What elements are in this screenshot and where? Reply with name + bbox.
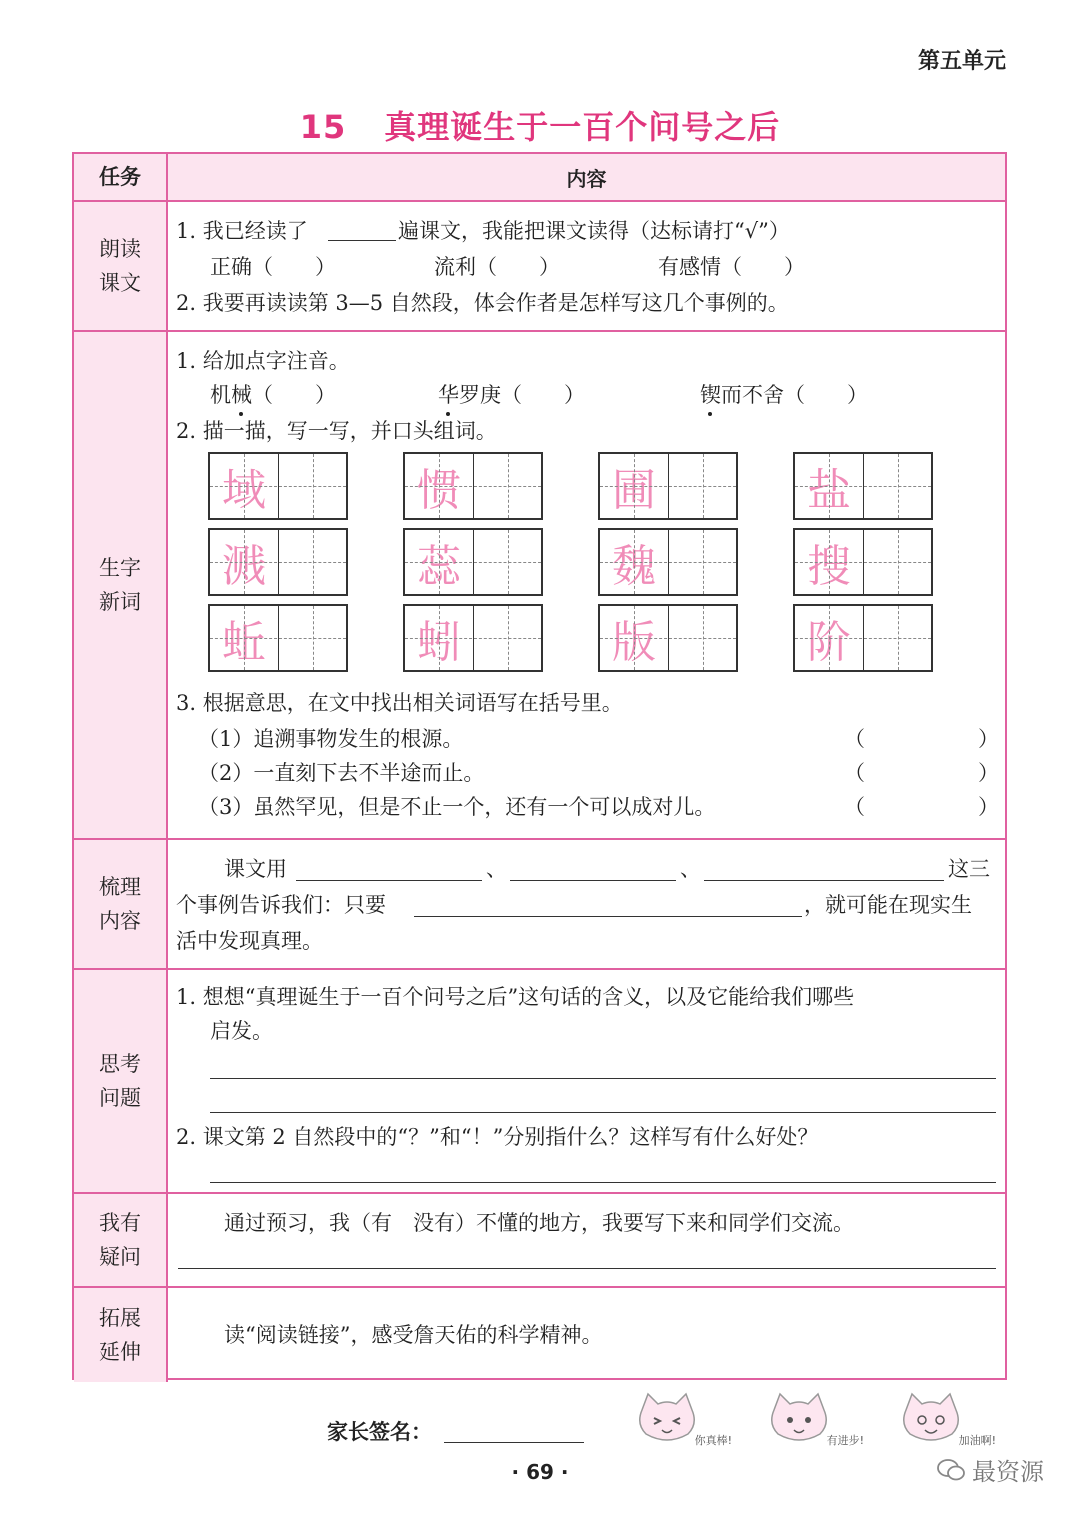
think-answer-line-3[interactable] — [210, 1182, 996, 1183]
vocab-q3: 3. 根据意思，在文中找出相关词语写在括号里。 — [176, 691, 623, 715]
question-text: 通过预习，我（有 没有）不懂的地方，我要写下来和同学们交流。 — [224, 1211, 854, 1235]
summary-l1-b: 这三 — [948, 857, 990, 881]
grid-guide — [795, 562, 931, 563]
header-content: 内容 — [168, 154, 1005, 200]
reading-q1-b: 遍课文，我能把课文读得（达标请打“√”） — [398, 219, 790, 243]
grid-guide — [405, 638, 541, 639]
summary-blank-4[interactable] — [414, 916, 802, 917]
row-vocab — [74, 332, 1005, 840]
summary-blank-2[interactable] — [510, 880, 676, 881]
row-extend — [74, 1288, 1005, 1382]
trace-character: 盐 — [807, 465, 851, 516]
content-extend — [168, 1288, 1005, 1382]
trace-character: 阶 — [807, 617, 851, 668]
label-reading: 朗读 课文 — [74, 202, 168, 330]
writing-grid[interactable] — [793, 452, 933, 520]
think-q1-a: 1. 想想“真理诞生于一百个问号之后”这句话的含义，以及它能给我们哪些 — [176, 985, 855, 1009]
summary-blank-3[interactable] — [704, 880, 944, 881]
writing-grid[interactable] — [598, 604, 738, 672]
grid-guide — [210, 562, 346, 563]
sticker-caption-3: 加油啊! — [958, 1434, 996, 1447]
content-question — [168, 1194, 1005, 1286]
trace-character: 圃 — [612, 465, 656, 516]
header-task: 任务 — [74, 154, 168, 200]
cat-face-icon — [764, 1390, 834, 1446]
label-question: 我有 疑问 — [74, 1194, 168, 1286]
cat-sticker-1 — [632, 1390, 732, 1450]
writing-grid[interactable] — [598, 452, 738, 520]
label-vocab: 生字 新词 — [74, 332, 168, 838]
sticker-caption-2: 有进步! — [826, 1434, 864, 1447]
answer-paren-3-close: ） — [978, 795, 999, 819]
parent-sign-label: 家长签名： — [327, 1420, 432, 1444]
watermark-text: 最资源 — [972, 1458, 1044, 1486]
option-emotion[interactable]: 有感情（ ） — [658, 255, 805, 279]
content-summary — [168, 840, 1005, 968]
writing-grid[interactable] — [208, 528, 348, 596]
grid-guide — [210, 486, 346, 487]
meaning-1: （1）追溯事物发生的根源。 — [198, 727, 464, 751]
trace-character: 蕊 — [417, 541, 461, 592]
content-reading — [168, 202, 1005, 330]
cat-face-icon — [896, 1390, 966, 1446]
vocab-q1: 1. 给加点字注音。 — [176, 349, 350, 373]
lesson-number: 15 — [299, 108, 347, 146]
parent-sign-line[interactable] — [444, 1442, 584, 1443]
summary-sep-1: 、 — [486, 857, 507, 881]
emphasis-dot — [708, 412, 712, 416]
trace-character: 魏 — [612, 541, 656, 592]
grid-guide — [795, 486, 931, 487]
answer-paren-1-open[interactable]: （ — [844, 727, 865, 751]
answer-paren-2-close: ） — [978, 761, 999, 785]
meaning-3: （3）虽然罕见，但是不止一个，还有一个可以成对儿。 — [198, 795, 716, 819]
trace-character: 溅 — [222, 541, 266, 592]
cat-sticker-2 — [764, 1390, 864, 1450]
reading-q2: 2. 我要再读读第 3—5 自然段，体会作者是怎样写这几个事例的。 — [176, 291, 789, 315]
grid-guide — [405, 486, 541, 487]
cat-sticker-3 — [896, 1390, 996, 1450]
label-summary: 梳理 内容 — [74, 840, 168, 968]
row-reading — [74, 202, 1005, 332]
reading-count-blank[interactable] — [328, 240, 396, 241]
trace-character: 版 — [612, 617, 656, 668]
think-answer-line-1[interactable] — [210, 1078, 996, 1079]
grid-guide — [600, 486, 736, 487]
writing-grid[interactable] — [208, 452, 348, 520]
row-question — [74, 1194, 1005, 1288]
pinyin-jixie[interactable]: 机械（ ） — [210, 383, 336, 407]
wechat-icon — [936, 1457, 966, 1483]
writing-grid[interactable] — [403, 528, 543, 596]
trace-character: 搜 — [807, 541, 851, 592]
question-answer-line[interactable] — [178, 1268, 996, 1269]
writing-grid[interactable] — [208, 604, 348, 672]
trace-character: 蚓 — [417, 617, 461, 668]
grid-guide — [600, 638, 736, 639]
vocab-q2: 2. 描一描，写一写，并口头组词。 — [176, 419, 497, 443]
page-number: · 69 · — [511, 1460, 569, 1484]
table-header-row — [74, 154, 1005, 202]
writing-grid[interactable] — [598, 528, 738, 596]
writing-grid[interactable] — [793, 528, 933, 596]
grid-guide — [405, 562, 541, 563]
answer-paren-1-close: ） — [978, 727, 999, 751]
grid-guide — [795, 638, 931, 639]
option-fluent[interactable]: 流利（ ） — [434, 255, 560, 279]
pinyin-qieerbushe[interactable]: 锲而不舍（ ） — [700, 383, 868, 407]
summary-l2-b: ，就可能在现实生 — [804, 893, 972, 917]
lesson-title-text: 真理诞生于一百个问号之后 — [384, 108, 781, 146]
writing-grid[interactable] — [403, 452, 543, 520]
worksheet-table — [72, 152, 1007, 1380]
cat-face-icon — [632, 1390, 702, 1446]
answer-paren-3-open[interactable]: （ — [844, 795, 865, 819]
meaning-2: （2）一直刻下去不半途而止。 — [198, 761, 485, 785]
row-summary — [74, 840, 1005, 970]
trace-character: 蚯 — [222, 617, 266, 668]
trace-character: 惯 — [417, 465, 461, 516]
writing-grid[interactable] — [403, 604, 543, 672]
think-q2: 2. 课文第 2 自然段中的“？”和“！”分别指什么？这样写有什么好处？ — [176, 1125, 819, 1149]
think-q1-b: 启发。 — [210, 1019, 273, 1043]
lesson-title — [0, 102, 1080, 148]
summary-l1-a: 课文用 — [224, 857, 287, 881]
grid-guide — [210, 638, 346, 639]
option-correct[interactable]: 正确（ ） — [210, 255, 336, 279]
label-extend: 拓展 延伸 — [74, 1288, 168, 1382]
summary-l3: 活中发现真理。 — [176, 929, 323, 953]
content-think — [168, 970, 1005, 1192]
label-think: 思考 问题 — [74, 970, 168, 1192]
summary-sep-2: 、 — [680, 857, 701, 881]
writing-grid[interactable] — [793, 604, 933, 672]
summary-l2-a: 个事例告诉我们：只要 — [176, 893, 386, 917]
watermark — [936, 1452, 1044, 1487]
reading-q1-a: 1. 我已经读了 — [176, 219, 308, 243]
pinyin-hualuogeng[interactable]: 华罗庚（ ） — [438, 383, 585, 407]
unit-label: 第五单元 — [917, 49, 1006, 74]
answer-paren-2-open[interactable]: （ — [844, 761, 865, 785]
trace-character: 域 — [222, 465, 266, 516]
row-think — [74, 970, 1005, 1194]
content-vocab — [168, 332, 1005, 838]
extend-text: 读“阅读链接”，感受詹天佑的科学精神。 — [224, 1323, 603, 1347]
think-answer-line-2[interactable] — [210, 1112, 996, 1113]
grid-guide — [600, 562, 736, 563]
sticker-caption-1: 你真棒! — [694, 1434, 732, 1447]
summary-blank-1[interactable] — [296, 880, 482, 881]
